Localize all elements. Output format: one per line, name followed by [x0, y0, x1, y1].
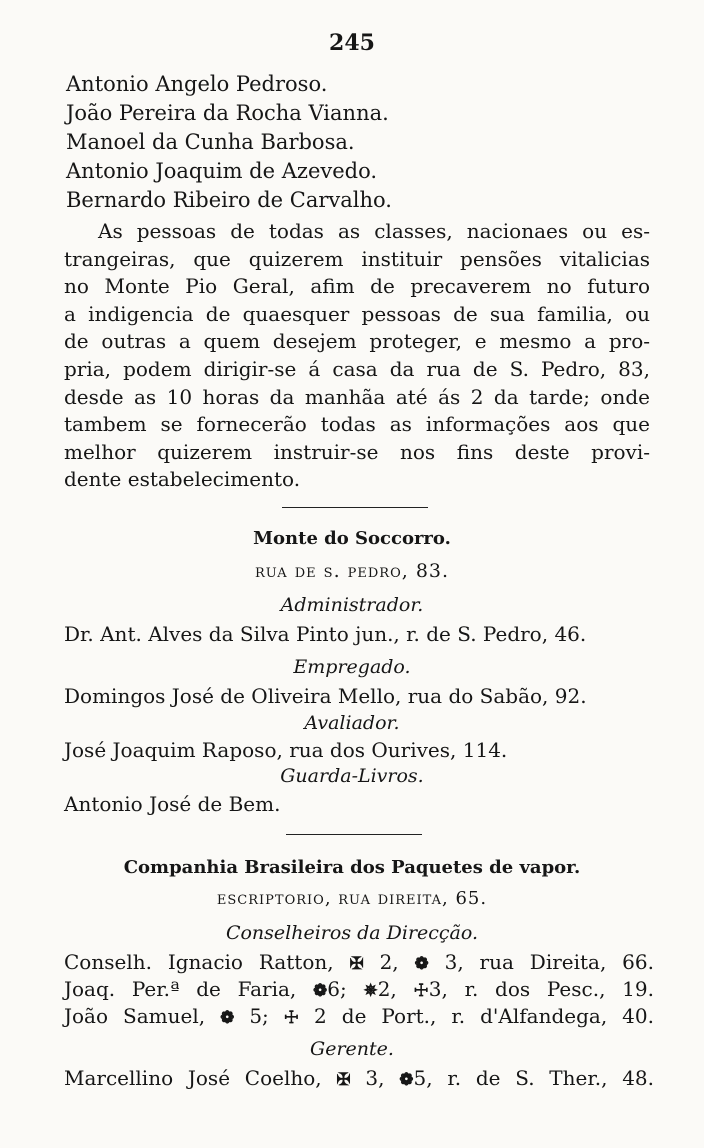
empregado-entry: Domingos José de Oliveira Mello, rua do Sabão, 92. [64, 684, 587, 708]
gerente-entry [64, 1066, 654, 1090]
entry-text: 2, [363, 950, 415, 974]
avaliador-entry: José Joaquim Raposo, rua dos Ourives, 114. [64, 738, 508, 762]
role-heading: Gerente. [310, 1038, 394, 1060]
entry-text: Marcellino José Coelho, [64, 1066, 337, 1090]
section-title: Companhia Brasileira dos Paquetes de vapor. [123, 857, 581, 878]
paragraph-line: pria, podem dirigir-se á casa da rua de S. Pedro, 83, [64, 356, 650, 381]
role-heading: Avaliador. [304, 712, 400, 734]
name-item: Antonio Angelo Pedroso. [66, 72, 328, 96]
guarda-entry: Antonio José de Bem. [64, 792, 281, 816]
section-title: Monte do Soccorro. [253, 528, 451, 549]
paragraph-line: melhor quizerem instruir-se nos fins deste provi- [64, 439, 650, 464]
entry-text: 5; [234, 1004, 284, 1028]
cross-icon: ✠ [349, 954, 364, 974]
name-item: Manoel da Cunha Barbosa. [66, 130, 355, 154]
name-item: Antonio Joaquim de Azevedo. [66, 159, 378, 183]
star-icon: ✵ [363, 981, 378, 1001]
role-heading: Guarda-Livros. [280, 765, 424, 787]
rose-icon: ❁ [399, 1070, 414, 1090]
entry-text: Joaq. Per.ª de Faria, [64, 977, 313, 1001]
monte-pio-paragraph [64, 218, 650, 494]
paragraph-line: a indigencia de quaesquer pessoas de sua familia, ou [64, 301, 650, 326]
paragraph-line: trangeiras, que quizerem instituir pensões vitalicias [64, 246, 650, 271]
entry-text: 3, r. dos Pesc., 19. [428, 977, 654, 1001]
name-list [66, 70, 392, 215]
conselheiro-entry [64, 1004, 654, 1028]
name-item: Bernardo Ribeiro de Carvalho. [66, 188, 392, 212]
entry-text: 5, r. de S. Ther., 48. [413, 1066, 655, 1090]
entry-text: João Samuel, [64, 1004, 221, 1028]
cross-icon: ☩ [283, 1008, 300, 1028]
name-item: João Pereira da Rocha Vianna. [66, 101, 389, 125]
paragraph-line: tambem se fornecerão todas as informações aos que [64, 412, 650, 437]
conselheiro-entry [64, 977, 654, 1001]
admin-entry: Dr. Ant. Alves da Silva Pinto jun., r. de S. Pedro, 46. [64, 622, 587, 646]
paragraph-line: desde as 10 horas da manhãa até ás 2 da tarde; onde [64, 384, 650, 409]
rose-icon: ❁ [313, 981, 328, 1001]
section-address: rua de s. pedro, 83. [254, 560, 450, 582]
entry-text: Conselh. Ignacio Ratton, [64, 950, 350, 974]
paragraph-line: no Monte Pio Geral, afim de precaverem no futuro [64, 274, 650, 299]
paragraph-line: As pessoas de todas as classes, nacionaes ou es- [98, 219, 650, 243]
rose-icon: ❁ [220, 1008, 235, 1028]
cross-icon: ✠ [336, 1070, 351, 1090]
conselheiro-entry [64, 950, 654, 974]
paragraph-line: dente estabelecimento. [64, 467, 301, 492]
role-heading: Empregado. [293, 656, 411, 678]
rose-icon: ❁ [414, 954, 429, 974]
entry-text: 6; [327, 977, 364, 1001]
entry-text: 2, [377, 977, 414, 1001]
entry-text: 3, rua Direita, 66. [428, 950, 654, 974]
entry-text: 2 de Port., r. d'Alfandega, 40. [299, 1004, 654, 1028]
section-divider [282, 507, 428, 508]
entry-text: 3, [350, 1066, 400, 1090]
section-address: escriptorio, rua direita, 65. [216, 888, 488, 909]
page-number: 245 [329, 30, 375, 56]
paragraph-line: de outras a quem desejem proteger, e mesmo a pro- [64, 329, 650, 354]
cross-icon: ☩ [413, 981, 429, 1001]
role-heading: Administrador. [280, 594, 424, 616]
section-divider [286, 834, 422, 835]
role-heading: Conselheiros da Direcção. [225, 922, 479, 944]
